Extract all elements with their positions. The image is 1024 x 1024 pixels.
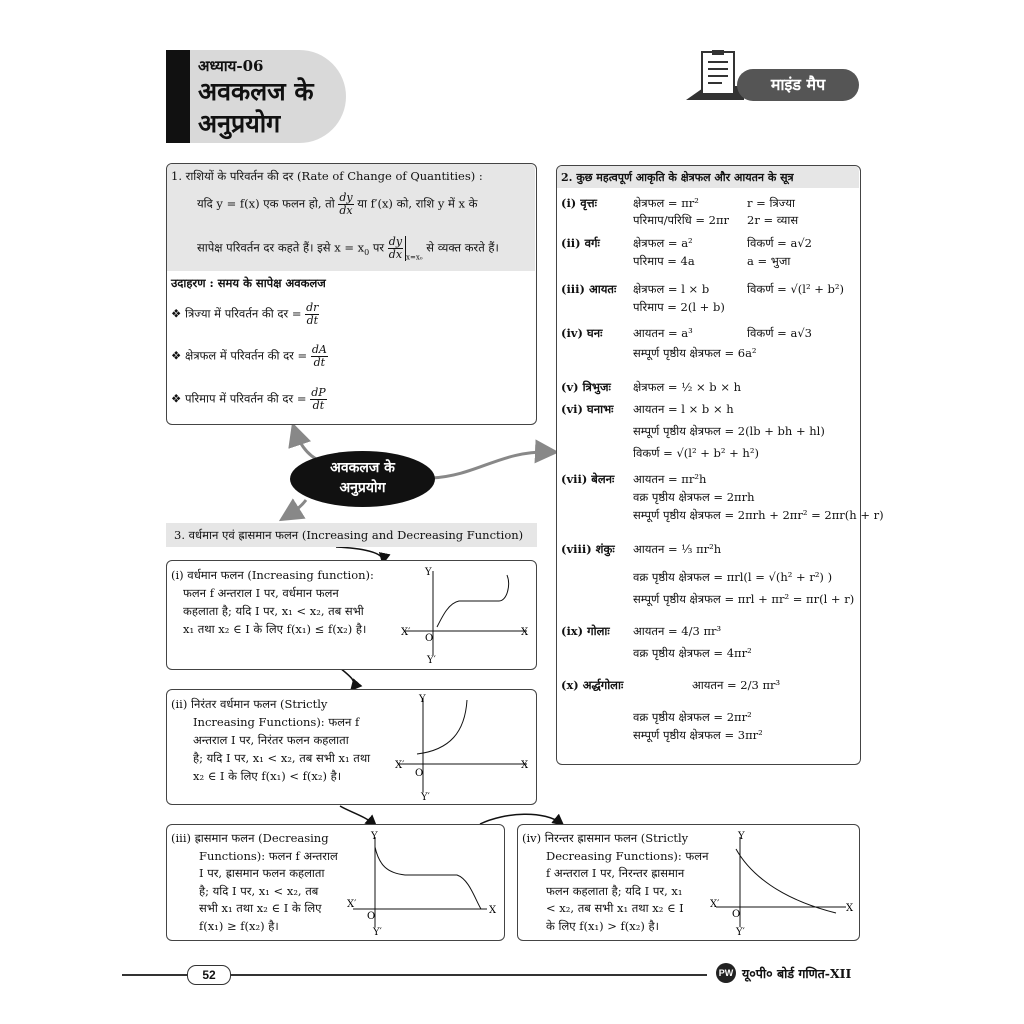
section1-para2-a: सापेक्ष परिवर्तन दर कहते हैं। इसे x = x [197,240,365,255]
eval-point: x=x₀ [406,253,423,262]
dt-den-2: dt [313,356,326,369]
dec-xp: X′ [347,899,357,910]
sdec-x: X [846,903,854,914]
dy-dx-eval [388,236,406,261]
increasing-function-text [171,566,374,638]
formula-note: विकर्ण = a√2 [747,236,812,250]
rate-item-area-text: ❖ क्षेत्रफल में परिवर्तन की दर = [171,348,308,363]
formula-main: वक्र पृष्ठीय क्षेत्रफल = 2πr² [633,710,752,724]
inc-x: X [521,627,529,638]
formula-main: विकर्ण = √(l² + b² + h²) [633,446,759,460]
decreasing-graph [347,829,497,937]
increasing-function-box [166,560,537,670]
rate-of-change-box [166,163,537,425]
dec-line-2: Functions): फलन f अन्तराल [199,848,338,863]
da-dt-fraction [311,344,328,369]
section1-para1-b: या f′(x) को, राशि y में x के [357,196,478,211]
sdec-line-5: < x₂, तब सभी x₁ तथा x₂ ∈ I [546,901,684,915]
formula-main: सम्पूर्ण पृष्ठीय क्षेत्रफल = πrl + πr² = πr(l + r) [633,592,855,606]
dp-dt-fraction [310,387,326,412]
rate-item-area [171,344,328,369]
strictly-increasing-box [166,689,537,805]
formula-main: आयतन = ⅓ πr²h [633,542,722,556]
dec-y: Y [371,831,378,842]
section3-heading-bar [166,523,537,547]
sinc-line-2: Increasing Functions): फलन f [193,715,360,729]
sinc-x: X [521,760,529,771]
rate-item-radius [171,302,319,327]
strictly-decreasing-graph [710,829,856,937]
chapter-title-line1: अवकलज के [198,77,314,106]
sdec-line-2: Decreasing Functions): फलन [546,848,709,863]
strictly-decreasing-text [522,830,708,935]
section3-heading: 3. वर्धमान एवं ह्रासमान फलन (Increasing and Decreasing Function) [174,528,524,542]
section1-para2 [197,236,499,266]
sinc-line-3: अन्तराल I पर, निरंतर फलन कहलाता [193,733,349,747]
strictly-decreasing-box [517,824,860,941]
decreasing-function-box [166,824,505,941]
dec-line-1: (iii) ह्रासमान फलन (Decreasing [171,831,329,845]
formula-note: 2r = व्यास [747,213,799,227]
formula-main: वक्र पृष्ठीय क्षेत्रफल = πrl(l = √(h² + r²) ) [633,570,833,584]
section1-para2-c: से व्यक्त करते हैं। [426,240,499,255]
formula-shape-label: (i) वृत्तः [561,196,597,210]
formula-main: आयतन = a³ [633,326,693,340]
dec-o: O [367,911,376,922]
dec-line-4: है; यदि I पर, x₁ < x₂, तब [199,883,319,898]
formula-main: क्षेत्रफल = a² [633,236,693,250]
sdec-yp: Y′ [736,927,745,937]
formula-shape-label: (vi) घनाभः [561,402,614,416]
formula-main: परिमाप/परिधि = 2πr [633,213,730,227]
chapter-label: अध्याय-06 [198,57,264,75]
section2-heading: 2. कुछ महत्वपूर्ण आकृति के क्षेत्रफल और आयतन के सूत्र [561,171,794,184]
dec-line-3: I पर, ह्रासमान फलन कहलाता [199,866,325,880]
central-topic-line1: अवकलज के [330,460,395,476]
section1-heading: 1. राशियों के परिवर्तन की दर (Rate of Change of Quantities) : [171,169,483,183]
sinc-y: Y [419,694,426,705]
page-number: 52 [187,965,231,985]
increasing-graph [401,565,533,665]
sdec-line-1: (iv) निरन्तर ह्रासमान फलन (Strictly [522,831,689,845]
sinc-o: O [415,768,424,779]
formula-shape-label: (v) त्रिभुजः [561,380,611,394]
dx-den: dx [339,204,353,217]
inc-line-4: x₁ तथा x₂ ∈ I के लिए f(x₁) ≤ f(x₂) है। [183,622,367,636]
dy-num-2: dy [388,235,403,248]
publisher-logo: PW [716,963,736,983]
formula-main: सम्पूर्ण पृष्ठीय क्षेत्रफल = 3πr² [633,728,763,742]
formula-shape-label: (iii) आयतः [561,282,617,296]
dec-line-6: f(x₁) ≥ f(x₂) है। [199,918,279,933]
formula-note: विकर्ण = √(l² + b²) [747,282,844,296]
book-title: यू०पी० बोर्ड गणित-XII [742,966,852,981]
section1-para2-b: पर [372,240,385,255]
formula-main: वक्र पृष्ठीय क्षेत्रफल = 2πrh [633,490,755,504]
formula-main: वक्र पृष्ठीय क्षेत्रफल = 4πr² [633,646,752,660]
formula-main: परिमाप = 2(l + b) [633,300,725,314]
rate-item-radius-text: ❖ त्रिज्या में परिवर्तन की दर = [171,306,302,321]
formulas-box [556,165,884,765]
sinc-xp: X′ [395,760,405,771]
inc-y: Y [425,567,432,578]
formula-main: सम्पूर्ण पृष्ठीय क्षेत्रफल = 2πrh + 2πr² = 2πr(h + r) [633,508,884,522]
dec-x: X [489,905,497,916]
inc-line-1: (i) वर्धमान फलन (Increasing function): [171,568,374,582]
dec-line-5: सभी x₁ तथा x₂ ∈ I के लिए [199,901,322,915]
example-heading: उदाहरण : समय के सापेक्ष अवकलज [171,276,326,290]
sdec-line-3: f अन्तराल I पर, निरन्तर ह्रासमान [546,866,685,880]
sdec-y: Y [738,831,745,842]
formula-main: क्षेत्रफल = l × b [633,282,710,296]
da-num: dA [311,343,327,356]
formula-main: परिमाप = 4a [633,254,695,268]
formula-shape-label: (iv) घनः [561,326,603,340]
dy-num: dy [339,191,353,204]
formula-main: आयतन = 4/3 πr³ [633,624,722,638]
formula-main: आयतन = πr²h [633,472,707,486]
decreasing-function-text [171,830,338,935]
inc-line-2: फलन f अन्तराल I पर, वर्धमान फलन [183,586,339,600]
formula-main: क्षेत्रफल = πr² [633,196,699,210]
chapter-title-line2: अनुप्रयोग [198,109,281,138]
strictly-increasing-graph [395,692,533,802]
central-topic-text [290,451,435,498]
formula-note: विकर्ण = a√3 [747,326,812,340]
formula-shape-label: (vii) बेलनः [561,472,615,486]
dx-den-2: dx [388,248,403,261]
formula-shape-label: (viii) शंकुः [561,542,615,556]
sinc-line-5: x₂ ∈ I के लिए f(x₁) < f(x₂) है। [193,769,342,783]
formula-shape-label: (ix) गोलाः [561,624,610,638]
formula-shape-label: (ii) वर्गः [561,236,600,250]
section1-para1-a: यदि y = f(x) एक फलन हो, तो [197,196,335,211]
inc-yp: Y′ [427,655,436,665]
dr-num: dr [306,301,319,314]
sdec-line-6: के लिए f(x₁) > f(x₂) है। [546,918,659,933]
sinc-line-1: (ii) निरंतर वर्धमान फलन (Strictly [171,697,328,711]
central-topic-line2: अनुप्रयोग [339,480,386,496]
inc-xp: X′ [401,627,411,638]
formula-main: सम्पूर्ण पृष्ठीय क्षेत्रफल = 6a² [633,346,757,360]
dr-dt-fraction [305,302,319,327]
formula-main: आयतन = l × b × h [633,402,734,416]
section1-para2-sub: 0 [364,247,370,257]
inc-line-3: कहलाता है; यदि I पर, x₁ < x₂, तब सभी [183,604,364,618]
sdec-xp: X′ [710,899,720,910]
sdec-line-4: फलन कहलाता है; यदि I पर, x₁ [546,883,683,898]
formula-main: आयतन = 2/3 πr³ [692,678,781,692]
formula-note: a = भुजा [747,254,791,268]
mind-map-badge: माइंड मैप [737,69,859,101]
sinc-yp: Y′ [421,792,430,802]
dt-den-3: dt [312,399,325,412]
dec-yp: Y′ [373,927,382,937]
sinc-line-4: है; यदि I पर, x₁ < x₂, तब सभी x₁ तथा [193,751,371,765]
dy-dx-fraction [338,192,353,217]
dp-num: dP [311,386,326,399]
formula-shape-label: (x) अर्द्धगोलाः [561,678,624,692]
rate-item-perimeter-text: ❖ परिमाप में परिवर्तन की दर = [171,391,307,406]
dt-den: dt [306,314,319,327]
formula-main: सम्पूर्ण पृष्ठीय क्षेत्रफल = 2(lb + bh + hl) [633,424,825,438]
rate-item-perimeter [171,387,327,412]
formula-main: क्षेत्रफल = ½ × b × h [633,380,742,394]
sdec-o: O [732,909,741,920]
formula-note: r = त्रिज्या [747,196,795,210]
section1-para1 [197,192,477,217]
central-topic-node [290,451,435,507]
strictly-increasing-text [171,695,370,785]
inc-o: O [425,633,434,644]
